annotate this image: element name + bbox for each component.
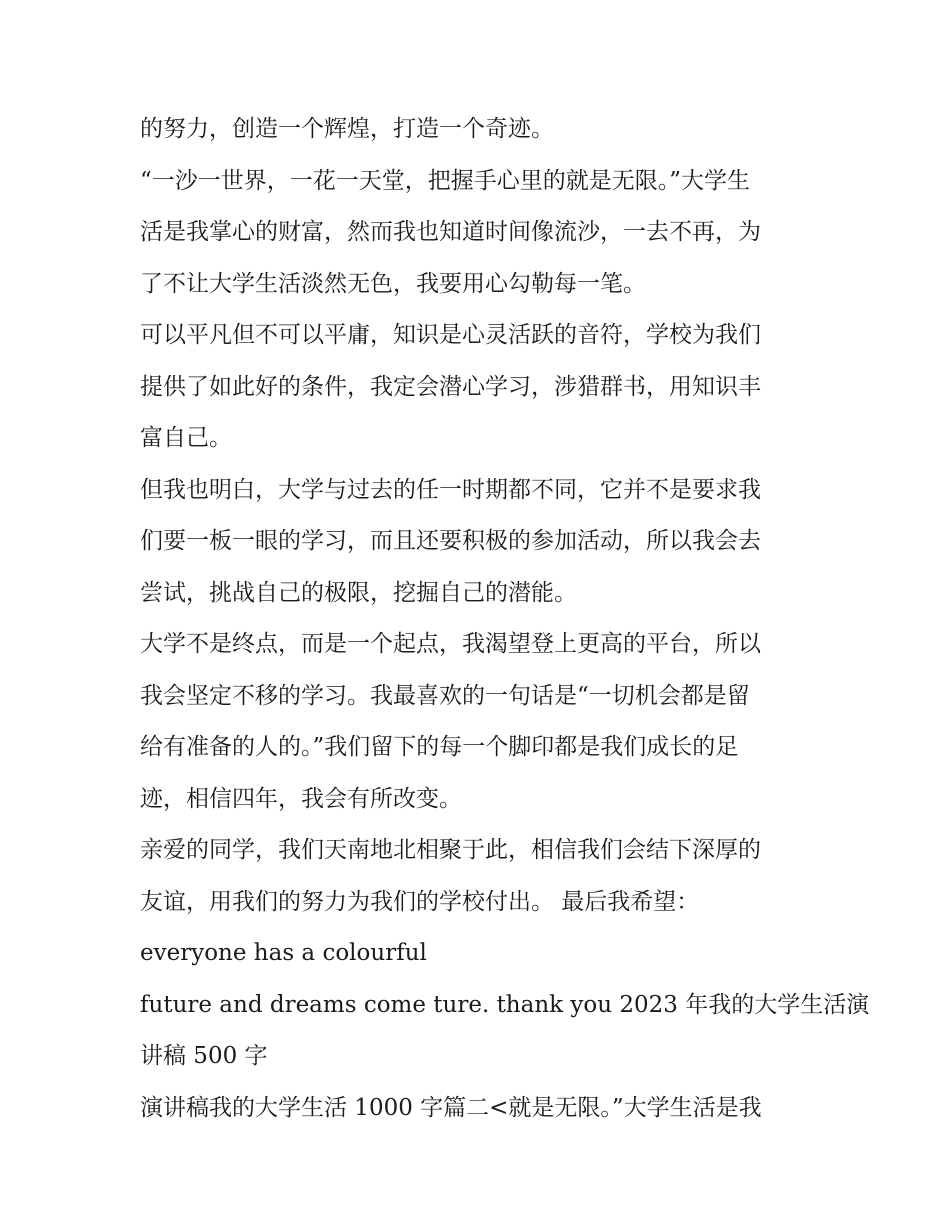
text-line: 提供了如此好的条件，我定会潜心学习，涉猎群书，用知识丰 (140, 373, 761, 400)
paragraph-5 (140, 619, 820, 825)
text-line: 演讲稿我的大学生活 1000 字篇二<就是无限。”大学生活是我 (140, 1094, 762, 1121)
paragraph-7 (140, 928, 820, 980)
text-line: 可以平凡但不可以平庸，知识是心灵活跃的音符，学校为我们 (140, 322, 761, 348)
paragraph-2 (140, 156, 820, 311)
text-line: 们要一板一眼的学习，而且还要积极的参加活动，所以我会去 (140, 528, 761, 554)
paragraph-4 (140, 465, 820, 620)
text-line: future and dreams come ture. thank you 2023 年我的大学生活演 (140, 991, 870, 1018)
text-line: 讲稿 500 字 (140, 1043, 268, 1069)
paragraph-6 (140, 825, 820, 928)
text-line: 迹，相信四年，我会有所改变。 (140, 785, 462, 812)
text-line: 大学不是终点，而是一个起点，我渴望登上更高的平台，所以 (140, 631, 761, 657)
text-line: 了不让大学生活淡然无色，我要用心勾勒每一笔。 (140, 270, 646, 297)
text-line: 亲爱的同学，我们天南地北相聚于此，相信我们会结下深厚的 (140, 837, 761, 863)
text-line: “一沙一世界，一花一天堂，把握手心里的就是无限。”大学生 (140, 167, 751, 194)
paragraph-9 (140, 1083, 820, 1135)
text-line: 我会坚定不移的学习。我最喜欢的一句话是“一切机会都是留 (140, 682, 750, 709)
text-line: everyone has a colourful (140, 940, 427, 966)
text-line: 活是我掌心的财富，然而我也知道时间像流沙，一去不再，为 (140, 219, 761, 245)
text-line: 尝试，挑战自己的极限，挖掘自己的潜能。 (140, 579, 577, 606)
text-line: 的努力，创造一个辉煌，打造一个奇迹。 (140, 116, 554, 142)
text-line: 富自己。 (140, 425, 232, 451)
paragraph-1 (140, 104, 820, 156)
text-line: 给有准备的人的。”我们留下的每一个脚印都是我们成长的足 (140, 734, 739, 760)
text-line: 友谊，用我们的努力为我们的学校付出。 最后我希望： (140, 888, 700, 915)
paragraph-8 (140, 980, 870, 1083)
text-line: 但我也明白，大学与过去的任一时期都不同，它并不是要求我 (140, 476, 761, 503)
document-body (140, 104, 870, 1134)
paragraph-3 (140, 310, 820, 465)
